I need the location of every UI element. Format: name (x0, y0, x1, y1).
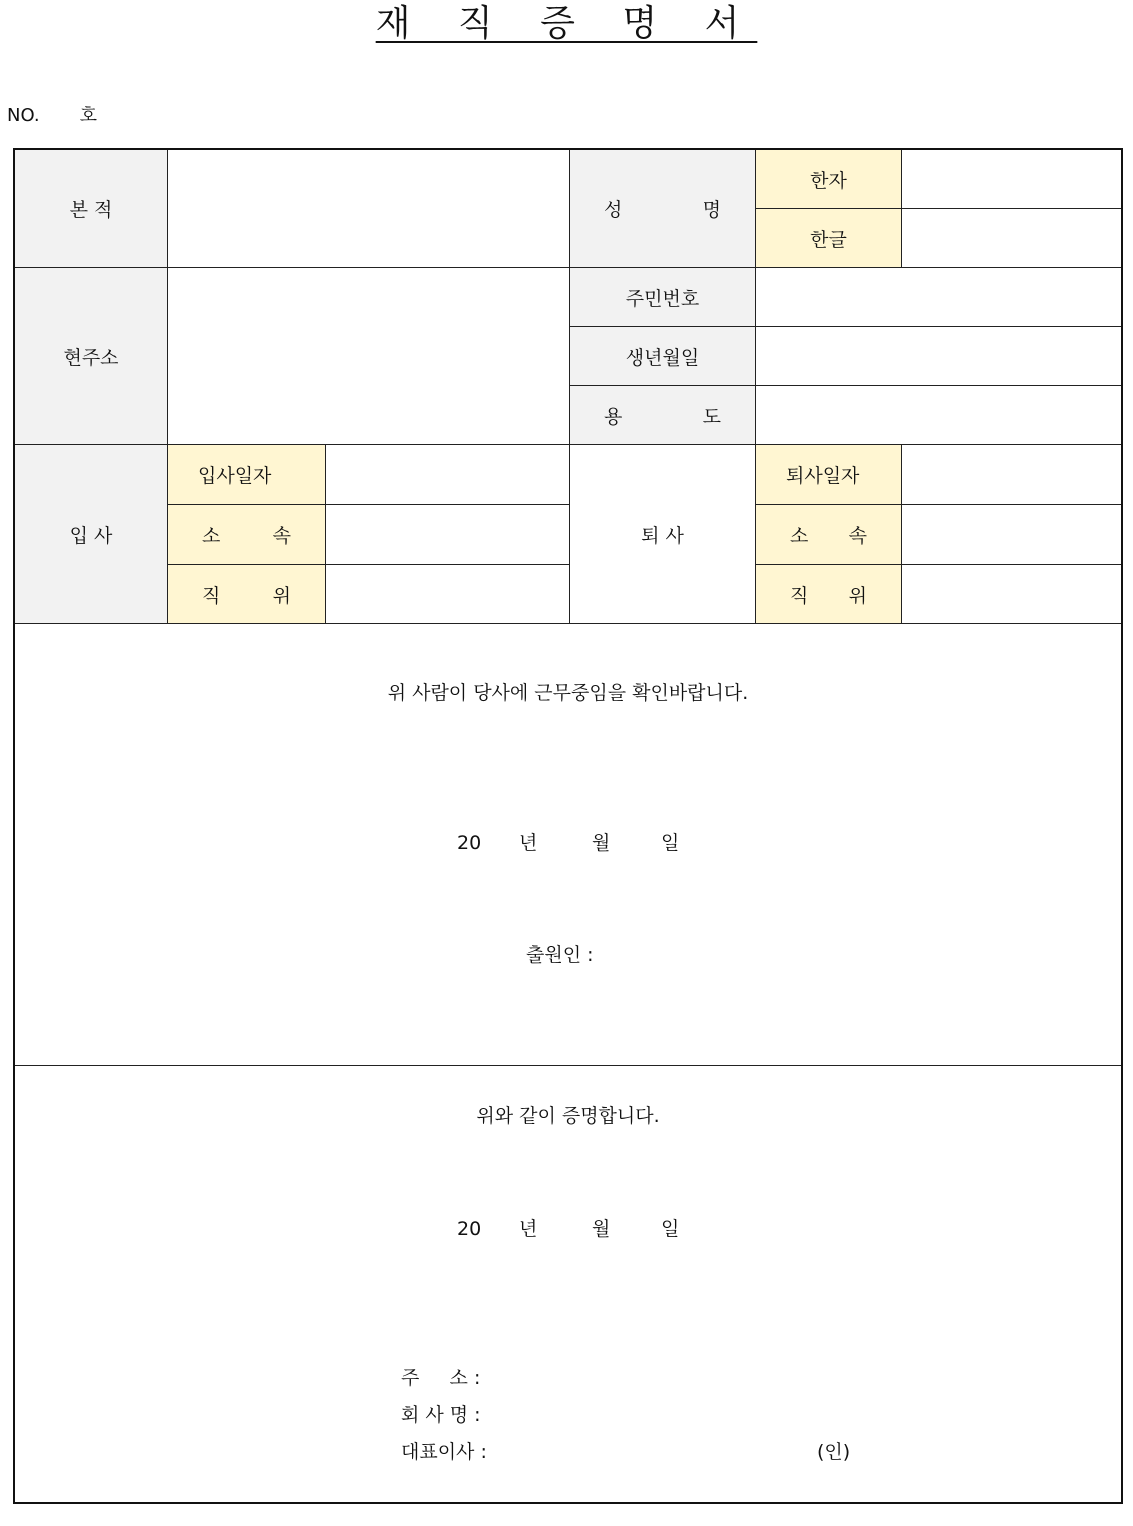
doc-no-suffix: 호 (79, 105, 98, 126)
date-day-2: 일 (661, 1218, 680, 1240)
label-hanja: 한자 (756, 150, 902, 209)
field-join-affil[interactable] (326, 505, 570, 565)
date-day-1: 일 (661, 832, 680, 854)
field-join-position[interactable] (326, 565, 570, 624)
field-bonjeok[interactable] (168, 150, 570, 268)
field-join-date[interactable] (326, 445, 570, 505)
section-divider (15, 1065, 1121, 1066)
statement-confirm: 위 사람이 당사에 근무중임을 확인바랍니다. (387, 682, 749, 704)
label-bonjeok: 본 적 (15, 150, 168, 268)
label-leave-position-left: 직 (790, 584, 809, 607)
company-address-label: 주 소 : (401, 1367, 481, 1389)
label-hangul: 한글 (756, 209, 902, 268)
label-join: 입 사 (15, 445, 168, 624)
label-purpose-left: 용 (604, 405, 623, 428)
label-join-position-right: 위 (272, 584, 291, 607)
field-purpose[interactable] (756, 386, 1121, 445)
field-hangul[interactable] (902, 209, 1121, 268)
field-leave-date[interactable] (902, 445, 1121, 505)
label-purpose (570, 386, 756, 445)
label-leave-affil-right: 속 (848, 525, 867, 547)
label-leave-affil-left: 소 (790, 525, 809, 547)
label-resident-no: 주민번호 (570, 268, 756, 327)
label-leave-date: 퇴사일자 (756, 445, 902, 505)
date-year-2: 년 (519, 1218, 538, 1240)
ceo-label: 대표이사 : (401, 1441, 487, 1463)
doc-no-label: NO. (7, 105, 40, 126)
date-year-prefix-1: 20 (457, 832, 482, 854)
document-number (7, 104, 97, 128)
label-name-right: 명 (702, 199, 721, 221)
certificate-form (13, 148, 1123, 1504)
label-leave: 퇴 사 (570, 445, 756, 624)
seal-mark: (인) (817, 1441, 851, 1463)
label-join-position (168, 565, 326, 624)
label-name (570, 150, 756, 268)
statement-certify: 위와 같이 증명합니다. (476, 1105, 660, 1127)
label-join-affil-right: 속 (272, 525, 291, 547)
date-month-2: 월 (592, 1218, 611, 1240)
field-leave-position[interactable] (902, 565, 1121, 624)
label-address: 현주소 (15, 268, 168, 445)
company-name-label: 회 사 명 : (401, 1404, 481, 1426)
label-join-position-left: 직 (202, 584, 221, 607)
label-join-affil-left: 소 (202, 525, 221, 547)
label-birth: 생년월일 (570, 327, 756, 386)
date-year-prefix-2: 20 (457, 1218, 482, 1240)
field-address[interactable] (168, 268, 570, 445)
field-resident-no[interactable] (756, 268, 1121, 327)
field-hanja[interactable] (902, 150, 1121, 209)
label-name-left: 성 (604, 199, 623, 221)
label-purpose-right: 도 (702, 405, 721, 428)
document-title: 재 직 증 명 서 (375, 3, 758, 44)
label-leave-position (756, 565, 902, 624)
label-leave-position-right: 위 (848, 584, 867, 607)
date-year-1: 년 (519, 832, 538, 854)
label-leave-affil (756, 505, 902, 565)
date-month-1: 월 (592, 832, 611, 854)
applicant-label: 출원인 : (526, 944, 594, 966)
field-leave-affil[interactable] (902, 505, 1121, 565)
field-birth[interactable] (756, 327, 1121, 386)
label-join-date: 입사일자 (168, 445, 326, 505)
label-join-affil (168, 505, 326, 565)
